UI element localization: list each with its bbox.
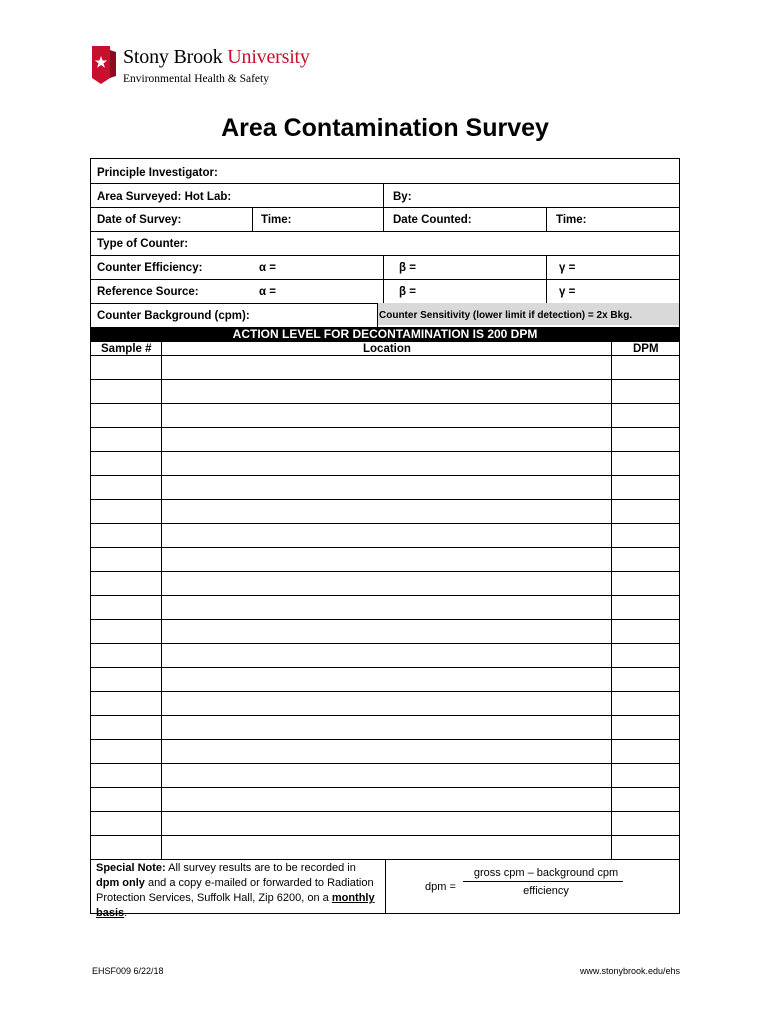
dpm-only-text: dpm only: [96, 877, 145, 889]
table-row-line: [91, 667, 679, 668]
special-note-text: and a copy e-mailed or forwarded to Radiation Protection Services, Suffolk Hall, Zip 6200, on a: [96, 877, 374, 904]
table-row-line: [91, 355, 679, 356]
survey-form: [90, 158, 680, 919]
table-row-line: [91, 619, 679, 620]
form-id: EHSF009 6/22/18: [92, 966, 164, 976]
table-row-line: [91, 595, 679, 596]
monthly-basis-text: monthly basis: [96, 892, 375, 919]
table-row-line: [91, 379, 679, 380]
special-note-text: All survey results are to be recorded in: [165, 862, 356, 874]
area-surveyed-label: Area Surveyed: Hot Lab:: [97, 191, 232, 203]
location-column-header: Location: [363, 343, 411, 355]
type-of-counter-label: Type of Counter:: [97, 238, 189, 250]
sample-table: [91, 159, 679, 913]
university-name: Stony Brook University: [123, 46, 310, 68]
table-row-line: [91, 475, 679, 476]
formula-lhs: dpm =: [425, 881, 456, 893]
gamma-reference: γ =: [559, 286, 576, 298]
date-of-survey-label: Date of Survey:: [97, 214, 182, 226]
action-level-banner: ACTION LEVEL FOR DECONTAMINATION IS 200 DPM: [91, 327, 679, 342]
formula-denominator: efficiency: [523, 885, 569, 897]
alpha-reference: α =: [259, 286, 276, 298]
fraction-bar: [463, 881, 623, 882]
table-row-line: [91, 547, 679, 548]
table-column-line: [611, 342, 612, 859]
website: www.stonybrook.edu/ehs: [579, 966, 680, 976]
table-row-line: [91, 715, 679, 716]
page-title: Area Contamination Survey: [221, 114, 549, 142]
table-row-line: [91, 451, 679, 452]
shield-logo-icon: [90, 44, 118, 86]
table-row-line: [91, 523, 679, 524]
beta-reference: β =: [399, 286, 416, 298]
table-row-line: [91, 571, 679, 572]
formula-numerator: gross cpm – background cpm: [473, 867, 619, 879]
by-label: By:: [393, 191, 412, 203]
special-note-period: .: [124, 907, 128, 919]
counter-sensitivity-text: Counter Sensitivity (lower limit if detection) = 2x Bkg.: [379, 310, 633, 321]
date-counted-label: Date Counted:: [393, 214, 472, 226]
reference-source-label: Reference Source:: [97, 286, 199, 298]
beta-efficiency: β =: [399, 262, 416, 274]
column-divider: [385, 859, 386, 913]
department-name: Environmental Health & Safety: [123, 73, 269, 85]
special-note: [96, 861, 376, 921]
stony-brook-logo: [90, 44, 320, 94]
table-row-line: [91, 691, 679, 692]
table-row-line: [91, 835, 679, 836]
dpm-column-header: DPM: [633, 343, 659, 355]
table-row-line: [91, 811, 679, 812]
counter-efficiency-label: Counter Efficiency:: [97, 262, 203, 274]
gamma-efficiency: γ =: [559, 262, 576, 274]
table-row-line: [91, 427, 679, 428]
table-row-line: [91, 643, 679, 644]
principle-investigator-label: Principle Investigator:: [97, 167, 218, 179]
alpha-efficiency: α =: [259, 262, 276, 274]
table-row-line: [91, 403, 679, 404]
table-column-line: [161, 342, 162, 859]
counter-background-label: Counter Background (cpm):: [97, 310, 250, 322]
time-counted-label: Time:: [556, 214, 587, 226]
table-row-line: [91, 787, 679, 788]
table-row-line: [91, 763, 679, 764]
table-row-line: [91, 739, 679, 740]
table-row-line: [91, 499, 679, 500]
time-label: Time:: [261, 214, 292, 226]
sample-column-header: Sample #: [101, 343, 152, 355]
special-note-label: Special Note:: [96, 862, 166, 874]
